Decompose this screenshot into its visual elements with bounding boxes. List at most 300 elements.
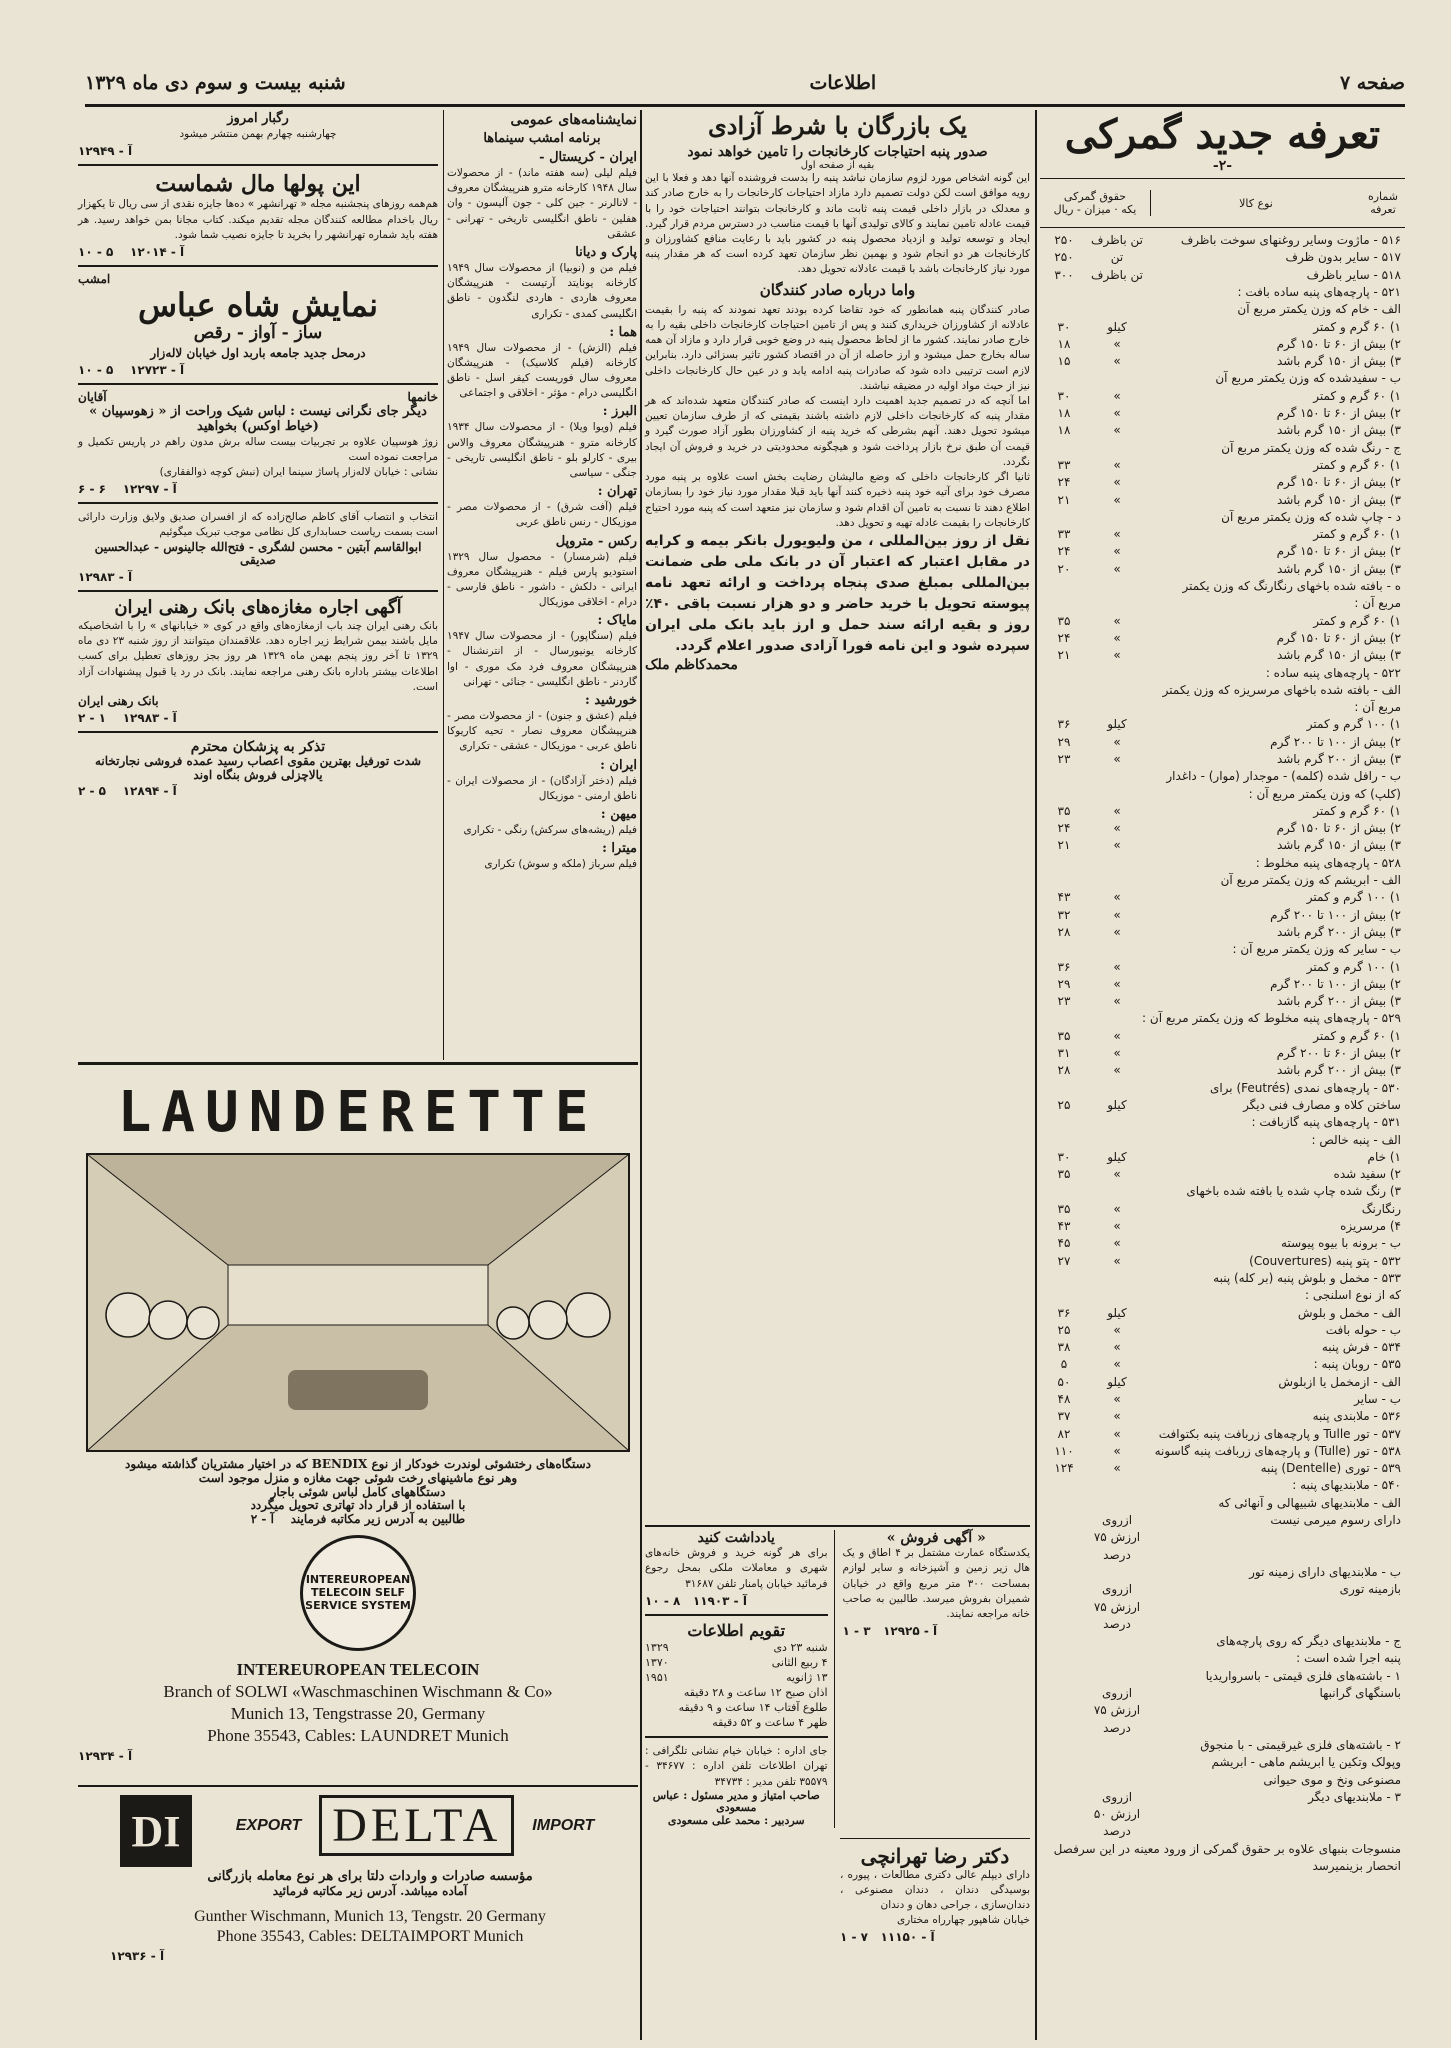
tariff-unit: تن باظرف bbox=[1091, 233, 1143, 248]
cinema-name: ایران - کریستال - bbox=[539, 150, 637, 166]
tariff-unit bbox=[1088, 284, 1146, 301]
tariff-item: الف - خام که وزن یکمتر مربع آن bbox=[1237, 302, 1401, 317]
cinema-entry bbox=[447, 151, 637, 242]
tariff-rate: ۲۴ bbox=[1057, 630, 1071, 645]
tariff-row bbox=[1040, 1339, 1405, 1356]
ads-column bbox=[78, 112, 438, 1057]
tariff-row bbox=[1040, 699, 1405, 716]
tariff-unit: » bbox=[1113, 457, 1121, 472]
cinema-name: هما : bbox=[609, 324, 637, 340]
tariff-rate: ۳۰ bbox=[1057, 319, 1071, 334]
show-ad bbox=[78, 265, 438, 377]
money-code bbox=[78, 245, 438, 259]
calendar-row bbox=[645, 1655, 828, 1670]
masthead bbox=[85, 62, 1405, 104]
launderette-en-4: Phone 35543, Cables: LAUNDRET Munich bbox=[207, 1725, 509, 1745]
tariff-row bbox=[1040, 1374, 1405, 1391]
tariff-item: ۱ - باشته‌های فلزی قیمتی - باسرواریدیا bbox=[1205, 1668, 1401, 1683]
cinema-text: فیلم (ریشه‌های سرکش) رنگی - تکراری bbox=[463, 823, 637, 836]
cinema-name: رکس - متروپل bbox=[555, 533, 637, 549]
doctors-text: شدت تورفیل بهترین مقوی اعصاب رسید عمده فروشی نجارتخانه یالاچزلی فروش بنگاه اوند bbox=[94, 753, 422, 782]
launderette-illustration bbox=[86, 1153, 630, 1452]
tariff-row bbox=[1040, 734, 1405, 751]
tariff-unit bbox=[1088, 941, 1146, 958]
tariff-unit: » bbox=[1113, 1236, 1121, 1251]
doctor-address: خیابان شاهپور چهارراه مختاری bbox=[896, 1914, 1030, 1927]
doctors-title: تذکر به پزشکان محترم bbox=[190, 738, 326, 755]
tariff-unit: » bbox=[1113, 838, 1121, 853]
tariff-rate bbox=[1040, 1512, 1088, 1564]
calendar-label: ۱۳ ژانویه bbox=[786, 1671, 828, 1685]
tariff-rate: ۲۵ bbox=[1057, 1322, 1071, 1337]
tariff-rate: ۳۳ bbox=[1057, 527, 1071, 542]
cinema-intro: برنامه امشب سینماها bbox=[483, 131, 601, 147]
tariff-unit: » bbox=[1113, 1167, 1121, 1182]
tariff-rate bbox=[1040, 1858, 1088, 1875]
election-names: ابوالقاسم آبتین - محسن لشگری - فتح‌الله جالینوس - عبدالحسین صدیقی bbox=[94, 539, 422, 568]
tariff-row bbox=[1040, 595, 1405, 612]
column-divider bbox=[1035, 110, 1037, 2040]
cinema-name: البرز : bbox=[602, 404, 637, 420]
tariff-rate: ۲۹ bbox=[1057, 976, 1071, 991]
tariff-row bbox=[1040, 578, 1405, 595]
tariff-row bbox=[1040, 872, 1405, 889]
editor-line: سردبیر : محمد علی مسعودی bbox=[667, 1813, 805, 1827]
tariff-row bbox=[1040, 716, 1405, 733]
cinema-name: تهران : bbox=[597, 484, 637, 500]
tariff-row bbox=[1040, 682, 1405, 699]
tariff-item: که از نوع اسلنجی : bbox=[1304, 1288, 1401, 1303]
apartment-code-a: آ - ۱۲۹۲۵ bbox=[883, 1624, 938, 1639]
tariff-rate bbox=[1040, 1754, 1088, 1771]
tariff-row bbox=[1040, 1426, 1405, 1443]
tariff-item: ۲) بیش از ۱۰۰ تا ۲۰۰ گرم bbox=[1270, 734, 1401, 749]
tariff-rate bbox=[1040, 595, 1088, 612]
tariff-rate: ۳۵ bbox=[1057, 1201, 1071, 1216]
tariff-item: ۳) بیش از ۱۵۰ گرم باشد bbox=[1276, 423, 1401, 438]
tariff-rate bbox=[1040, 699, 1088, 716]
doctor-code-a: آ - ۱۱۱۵۰ bbox=[880, 1930, 935, 1945]
tariff-rate bbox=[1040, 1080, 1088, 1097]
delta-fa-1: مؤسسه صادرات و واردات دلتا برای هر نوع معامله بازرگانی bbox=[207, 1869, 533, 1884]
tariff-rate: ۲۵ bbox=[1057, 1097, 1071, 1112]
tariff-row bbox=[1040, 1581, 1405, 1633]
tariff-rate: ۳۵ bbox=[1057, 1028, 1071, 1043]
tariff-row bbox=[1040, 543, 1405, 560]
tariff-row bbox=[1040, 388, 1405, 405]
apartment-ad bbox=[843, 1530, 1030, 1828]
tariff-unit: » bbox=[1113, 803, 1121, 818]
tariff-item: ۲) بیش از ۶۰ تا ۱۵۰ گرم bbox=[1276, 336, 1401, 351]
tariff-rate: ۲۸ bbox=[1057, 924, 1071, 939]
tariff-row bbox=[1040, 1564, 1405, 1581]
cinema-name: ایران : bbox=[600, 757, 637, 773]
tariff-rate bbox=[1040, 1685, 1088, 1737]
note-title: یادداشت کنید bbox=[697, 1530, 775, 1546]
tariff-item: ه - بافته شده باخهای رنگارنگ که وزن یکمتر bbox=[1182, 579, 1401, 594]
money-text: هم‌همه روزهای پنجشنبه مجله « تهرانشهر » ده‌ها جایزه نقدی از سی ریال تا یکهزار ریال باخدام مطالعه کنندگان مجله تقدیم میکند. کتاب مجانا بمن خواهد رسید. هر هفته باید شماره تهرانشهر را بخرید تا جایزه نصیب شما شود. bbox=[78, 198, 438, 241]
tariff-item: ۵۳۲ - پتو پنبه (Couvertures) bbox=[1249, 1253, 1401, 1268]
bank-ad bbox=[78, 590, 438, 725]
tariff-rate: ۲۷ bbox=[1057, 1253, 1071, 1268]
tariff-rate: ۲۱ bbox=[1057, 492, 1071, 507]
tariff-rate: ۴۳ bbox=[1057, 1219, 1071, 1234]
launderette-en-2: Branch of SOLWI «Waschmaschinen Wischmann & Co» bbox=[163, 1681, 553, 1701]
tariff-head-duty-label: حقوق گمرکی bbox=[1063, 190, 1127, 204]
tariff-item: ۵۳۱ - پارچه‌های پنبه گازبافت : bbox=[1251, 1115, 1401, 1130]
launderette-en-3: Munich 13, Tengstrasse 20, Germany bbox=[230, 1703, 486, 1723]
show-sub: ساز - آواز - رقص bbox=[193, 322, 323, 343]
tariff-item: ۵۳۹ - توری (Dentelle) پنبه bbox=[1260, 1461, 1401, 1476]
tariff-item: دارای رسوم میرمی نیست bbox=[1270, 1513, 1401, 1528]
tariff-item: ۲) سفید شده bbox=[1333, 1167, 1401, 1182]
tariff-unit: » bbox=[1113, 924, 1121, 939]
cinema-entry bbox=[447, 694, 637, 755]
calendar-label: ۴ ربیع الثانی bbox=[771, 1656, 828, 1670]
tariff-unit bbox=[1088, 1633, 1146, 1650]
tariff-item: ۳) بیش از ۲۰۰ گرم باشد bbox=[1276, 752, 1401, 766]
tariff-rate: ۳۸ bbox=[1057, 1340, 1071, 1355]
tariff-row bbox=[1040, 786, 1405, 803]
cinema-text: فیلم (عشق و جنون) - از محصولات مصر - هنرپیشگان معروف نصار - تحیه کاریوکا ناطق عربی - موزیکال - عشقی - تکراری bbox=[447, 710, 637, 753]
tariff-head-rate: میزان - ریال bbox=[1053, 203, 1111, 217]
tariff-row bbox=[1040, 959, 1405, 976]
tariff-unit: » bbox=[1113, 354, 1121, 369]
tariff-row bbox=[1040, 232, 1405, 249]
tailor-label-men: آقایان bbox=[78, 389, 107, 404]
tariff-row bbox=[1040, 1287, 1405, 1304]
tariff-row bbox=[1040, 1477, 1405, 1494]
tariff-unit: » bbox=[1113, 1028, 1121, 1043]
show-code bbox=[78, 363, 438, 377]
tailor-ad bbox=[78, 383, 438, 496]
doctors-ad bbox=[78, 731, 438, 799]
tariff-unit: ازروی ارزش ۵۰ درصد bbox=[1093, 1789, 1141, 1839]
tariff-item: ب - سایر bbox=[1354, 1391, 1401, 1406]
tariff-rate: ۳۰ bbox=[1057, 388, 1071, 403]
tariff-rate: ۳۱ bbox=[1057, 1046, 1071, 1061]
tariff-unit: کیلو bbox=[1107, 1097, 1127, 1112]
trader-subtitle: صدور پنبه احتیاجات کارخانجات را تامین خواهد نمود bbox=[687, 143, 988, 160]
tariff-item: ۲) بیش از ۶۰ تا ۱۵۰ گرم bbox=[1276, 630, 1401, 645]
tariff-item: ۱) خام bbox=[1367, 1149, 1401, 1164]
tariff-unit: » bbox=[1113, 1357, 1121, 1372]
tariff-item: د - چاپ شده که وزن یکمتر مربع آن bbox=[1221, 509, 1401, 524]
tariff-unit: » bbox=[1113, 959, 1121, 974]
delta-ad bbox=[110, 1795, 630, 2035]
tariff-unit: کیلو bbox=[1107, 1149, 1127, 1164]
delta-code: آ - ۱۲۹۳۶ bbox=[110, 1948, 165, 1963]
masthead-rule bbox=[85, 104, 1405, 107]
tariff-row bbox=[1040, 1062, 1405, 1079]
cinema-entry bbox=[447, 842, 637, 872]
trader-continued: بقیه از صفحه اول bbox=[800, 159, 875, 171]
tariff-rate bbox=[1040, 578, 1088, 595]
launderette-illustration-svg bbox=[88, 1155, 628, 1450]
tariff-rate: ۲۱ bbox=[1057, 838, 1071, 853]
tariff-rate: ۸۲ bbox=[1057, 1426, 1071, 1441]
tariff-unit bbox=[1088, 1737, 1146, 1754]
telecoin-seal: INTEREUROPEAN TELECOIN SELF SERVICE SYSTEM bbox=[300, 1535, 416, 1651]
tariff-row bbox=[1040, 1858, 1405, 1875]
tariff-unit bbox=[1088, 578, 1146, 595]
money-code-a: آ - ۱۲۰۱۴ bbox=[130, 245, 185, 260]
launderette-en-1: INTEREUROPEAN TELECOIN bbox=[236, 1659, 480, 1679]
tariff-unit bbox=[1088, 1132, 1146, 1149]
tariff-item: الف - ملابندیهای شبیهالی و آنهائی که bbox=[1218, 1495, 1401, 1510]
tariff-rate bbox=[1040, 1650, 1088, 1667]
tariff-item: ب - سایر که وزن یکمتر مربع آن : bbox=[1232, 942, 1401, 957]
tariff-item: ۱) ۱۰۰ گرم و کمتر bbox=[1306, 890, 1401, 905]
tariff-rate: ۵ bbox=[1060, 1357, 1068, 1372]
cinema-name: میترا : bbox=[602, 841, 637, 857]
doctors-code-a: آ - ۱۲۸۹۴ bbox=[122, 784, 177, 799]
tailor-label-women: خانمها bbox=[407, 389, 438, 404]
tariff-row bbox=[1040, 1737, 1405, 1754]
tariff-head-unit: یکه bbox=[1121, 203, 1137, 217]
tariff-unit bbox=[1088, 1477, 1146, 1494]
delta-logo: DI bbox=[120, 1795, 192, 1867]
tariff-rate: ۵۰ bbox=[1057, 1374, 1071, 1389]
tariff-row bbox=[1040, 561, 1405, 578]
tariff-rate bbox=[1040, 509, 1088, 526]
tariff-unit: » bbox=[1113, 336, 1121, 351]
tariff-rate bbox=[1040, 1737, 1088, 1754]
small-ads-rule bbox=[645, 1525, 1030, 1527]
calendar-row bbox=[645, 1670, 828, 1685]
tariff-row bbox=[1040, 768, 1405, 785]
tariff-unit: » bbox=[1113, 1409, 1121, 1424]
tariff-rate bbox=[1040, 1841, 1046, 1858]
tariff-item: انحصار بزینمیرسد bbox=[1312, 1859, 1401, 1873]
launderette-code: آ - ۱۲۹۳۴ bbox=[78, 1748, 133, 1763]
tariff-item: ۵۳۰ - پارچه‌های نمدی (Feutrés) برای bbox=[1209, 1080, 1401, 1095]
tariff-unit bbox=[1088, 1287, 1146, 1304]
bank-code bbox=[78, 711, 438, 725]
trader-body-2: صادر کنندگان پنبه همانطور که خود تقاضا کرده بودند تعهد نمودند که پنبه را بقیمت عادلانه از کشاورزان خریداری کنند و پس از تامین احتیاجات کارخانجات داخلی بقیه را به خارج صادر نمایند. کشور ما از لحاظ محصول پنبه در وضع خوبی قرار دارد و مازاد آن همه ساله بخارج حمل میشود و ارز حاصله از آن در اقتصاد کشور تاثیر بسزائی دارد. بنابراین لازم است ترتیبی داده شود که صادرات پنبه ادامه یابد و در عین حال کارخانجات داخلی نیز از حیث مواد اولیه در مضیقه نباشند. bbox=[645, 303, 1030, 392]
tariff-row bbox=[1040, 301, 1405, 318]
tariff-row bbox=[1040, 924, 1405, 941]
show-title: نمایش شاه عباس bbox=[137, 285, 379, 324]
tariff-unit bbox=[1046, 1841, 1053, 1858]
tariff-row bbox=[1040, 440, 1405, 457]
tariff-rate bbox=[1040, 1114, 1088, 1131]
apartment-title: « آگهی فروش » bbox=[886, 1530, 986, 1546]
show-code-a: آ - ۱۲۷۲۳ bbox=[130, 362, 185, 377]
tariff-rate: ۳۵ bbox=[1057, 1167, 1071, 1182]
tariff-row bbox=[1040, 1408, 1405, 1425]
tariff-unit: کیلو bbox=[1107, 319, 1127, 334]
tariff-row bbox=[1040, 509, 1405, 526]
tariff-unit: کیلو bbox=[1107, 1374, 1127, 1389]
tariff-row bbox=[1040, 526, 1405, 543]
tariff-item: مربع آن : bbox=[1354, 596, 1401, 611]
note-code bbox=[645, 1594, 828, 1608]
tariff-rate: ۲۴ bbox=[1057, 544, 1071, 559]
tariff-unit: کیلو bbox=[1107, 1305, 1127, 1320]
tariff-rate: ۱۲۴ bbox=[1054, 1461, 1074, 1476]
tariff-unit: » bbox=[1113, 1322, 1121, 1337]
tariff-row bbox=[1040, 457, 1405, 474]
tariff-row bbox=[1040, 1183, 1405, 1200]
tariff-rate: ۲۵۰ bbox=[1054, 250, 1074, 265]
tariff-unit: » bbox=[1113, 907, 1121, 922]
tariff-item: ۲ - باشته‌های فلزی غیرقیمتی - با منجوق bbox=[1200, 1737, 1401, 1752]
tariff-item: ب - سفیدشده که وزن یکمتر مربع آن bbox=[1215, 371, 1401, 386]
election-code: آ - ۱۲۹۸۳ bbox=[78, 570, 133, 585]
tariff-item: ۵۳۵ - روبان پنبه : bbox=[1313, 1357, 1401, 1372]
tariff-item: ب - رافل شده (کلمه) - موجدار (موار) - داغدار bbox=[1166, 769, 1401, 784]
tariff-item: منسوجات بنبهای علاوه بر حقوق گمرکی از ورود معینه در این سرفصل bbox=[1053, 1841, 1401, 1856]
tariff-rate: ۲۳ bbox=[1057, 994, 1071, 1009]
tariff-head-item: نوع کالا bbox=[1239, 196, 1273, 210]
cinema-text: فیلم (آفت شرق) - از محصولات مصر - موزیکال - رنس ناطق عربی bbox=[447, 501, 637, 529]
tariff-row bbox=[1040, 1772, 1405, 1789]
tariff-rate: ۳۰ bbox=[1057, 1149, 1071, 1164]
calendar-label: اذان صبح ۱۲ ساعت و ۲۸ دقیقه bbox=[683, 1686, 828, 1700]
tariff-rate: ۴۵ bbox=[1057, 1236, 1071, 1251]
tariff-rate: ۴۳ bbox=[1057, 890, 1071, 905]
tariff-rate: ۱۸ bbox=[1057, 406, 1071, 421]
tariff-item: الف - ازمخمل یا ازبلوش bbox=[1278, 1374, 1401, 1389]
cinema-text: فیلم (ویوا ویلا) - از محصولات سال ۱۹۳۴ کارخانه مترو - هنرپیشگان معروف والاس بیری - کارلو بلو - ناطق انگلیسی تاریخی - جنگی - سیاسی bbox=[447, 421, 637, 480]
tariff-item: الف - ابریشم که وزن یکمتر مربع آن bbox=[1220, 873, 1401, 888]
tariff-unit: » bbox=[1113, 406, 1121, 421]
tariff-head-no: شماره تعرفه bbox=[1367, 190, 1398, 217]
tariff-unit bbox=[1088, 1183, 1146, 1200]
calendar-value: ۱۳۷۰ bbox=[645, 1656, 669, 1670]
tariff-rate: ۳۵ bbox=[1057, 803, 1071, 818]
cinema-text: فیلم (سنگاپور) - از محصولات سال ۱۹۴۷ کارخانه یونیورسال - از انترنشنال - هنرپیشگان معروف فرد مک موری - اوا گاردنر - ناطق انگلیسی - جنائی - تهرانی bbox=[447, 630, 637, 688]
tailor-text-2: زوژ هوسپیان علاوه بر تجربیات بیست ساله برش مدون راهم در پاریس تکمیل و مراجعت نموده است bbox=[78, 435, 438, 463]
paper-name: اطلاعات bbox=[809, 72, 877, 94]
office-info bbox=[645, 1736, 828, 1828]
column-divider bbox=[443, 110, 444, 1060]
note-code-a: آ - ۱۱۹۰۳ bbox=[692, 1593, 747, 1608]
tariff-item: ۳) رنگ شده چاپ شده یا بافته شده باخهای bbox=[1186, 1184, 1401, 1199]
tariff-unit: » bbox=[1113, 752, 1121, 766]
tariff-item: ۱) ۶۰ گرم و کمتر bbox=[1313, 457, 1401, 472]
tailor-code bbox=[78, 482, 438, 496]
rag-text: چهارشنبه چهارم بهمن منتشر میشود bbox=[179, 127, 337, 140]
tariff-unit: تن bbox=[1110, 250, 1124, 265]
money-title: این پولها مال شماست bbox=[155, 171, 361, 198]
calendar bbox=[645, 1614, 828, 1730]
tariff-rate bbox=[1040, 682, 1088, 699]
tariff-row bbox=[1040, 1789, 1405, 1841]
tariff-rate bbox=[1040, 1789, 1088, 1841]
money-code-b: ۵ - ۱۰ bbox=[78, 245, 114, 260]
apartment-code bbox=[843, 1624, 1030, 1638]
tariff-row bbox=[1040, 1391, 1405, 1408]
tariff-unit: » bbox=[1113, 475, 1121, 490]
tariff-unit bbox=[1088, 1114, 1146, 1131]
doctors-code-b: ۵ - ۲ bbox=[78, 784, 106, 799]
calendar-row bbox=[645, 1640, 828, 1655]
tariff-unit bbox=[1088, 1080, 1146, 1097]
tariff-row bbox=[1040, 907, 1405, 924]
tariff-item: وپولک وتکین یا ابریشم ماهی - ابریشم bbox=[1211, 1755, 1401, 1770]
bank-sign: بانک رهنی ایران bbox=[78, 693, 159, 708]
tariff-row bbox=[1040, 1201, 1405, 1218]
tariff-row bbox=[1040, 492, 1405, 509]
tariff-item: ب - حوله بافت bbox=[1325, 1322, 1401, 1337]
calendar-label: شنبه ۲۳ دی bbox=[773, 1641, 828, 1655]
cinema-entry bbox=[447, 808, 637, 838]
tariff-rate: ۲۵۰ bbox=[1054, 233, 1074, 248]
show-code-b: ۵ - ۱۰ bbox=[78, 362, 114, 377]
bank-title: آگهی اجاره مغازه‌های بانک رهنی ایران bbox=[114, 597, 402, 619]
tariff-unit: » bbox=[1113, 613, 1121, 628]
tariff-item: ساختن کلاه و مصارف فنی دیگر bbox=[1243, 1097, 1401, 1112]
tariff-unit bbox=[1088, 1270, 1146, 1287]
tariff-row bbox=[1040, 1097, 1405, 1114]
tariff-rate bbox=[1040, 1668, 1088, 1685]
cinema-text: فیلم من و (نوبیا) از محصولات سال ۱۹۴۹ کارخانه یونایتد آرتیست - هنرپیشگان معروف هاردی - هاردی لنگدون - ناطق انگلیسی کمدی - تکراری bbox=[447, 261, 637, 320]
tariff-rate bbox=[1040, 1564, 1088, 1581]
tariff-rate: ۲۹ bbox=[1057, 734, 1071, 749]
tariff-rows bbox=[1040, 232, 1405, 1875]
tariff-part: -۲- bbox=[1212, 158, 1233, 174]
tariff-unit: » bbox=[1113, 976, 1121, 991]
election-ad bbox=[78, 502, 438, 584]
tariff-rate: ۱۵ bbox=[1057, 354, 1071, 369]
delta-en-2: Phone 35543, Cables: DELTAIMPORT Munich bbox=[216, 1927, 524, 1945]
tariff-row bbox=[1040, 474, 1405, 491]
tariff-unit: » bbox=[1113, 994, 1121, 1009]
tariff-item: ۳) بیش از ۱۵۰ گرم باشد bbox=[1276, 561, 1401, 576]
tariff-rate bbox=[1040, 1287, 1088, 1304]
delta-brand-bar bbox=[200, 1795, 630, 1856]
cinema-entry bbox=[447, 326, 637, 402]
rag-title: رگبار امروز bbox=[227, 111, 289, 126]
tariff-unit: کیلو bbox=[1107, 717, 1127, 732]
tariff-row bbox=[1040, 820, 1405, 837]
tariff-rate bbox=[1040, 768, 1088, 785]
small-ads bbox=[645, 1530, 1030, 2035]
tariff-row bbox=[1040, 284, 1405, 301]
tariff-row bbox=[1040, 976, 1405, 993]
tariff-item: الف - مخمل و بلوش bbox=[1297, 1305, 1401, 1320]
tariff-item: باسنگهای گرانبها bbox=[1319, 1686, 1401, 1701]
money-ad bbox=[78, 164, 438, 259]
trader-article bbox=[645, 112, 1030, 1522]
tariff-row bbox=[1040, 319, 1405, 336]
tariff-unit: » bbox=[1113, 734, 1121, 749]
doctor-title: دکتر رضا تهرانچی bbox=[860, 1843, 1010, 1868]
tariff-item: ۴) مرسریزه bbox=[1340, 1219, 1401, 1234]
tariff-item: ۱) ۶۰ گرم و کمتر bbox=[1313, 613, 1401, 628]
cinema-entry bbox=[447, 535, 637, 611]
tariff-rate: ۲۳ bbox=[1057, 752, 1071, 766]
tariff-item: ۳) بیش از ۲۰۰ گرم باشد bbox=[1276, 1063, 1401, 1078]
doctor-ad bbox=[840, 1838, 1030, 1945]
column-divider bbox=[640, 110, 642, 2040]
trader-body-1: این گونه اشخاص مورد لزوم سازمان نباشد پنبه را بدست فروشنده آنها دهد و فعلا با این رویه موافق است لکن دولت تصمیم دارد مازاد احتیاجات کارخانجات را به خارج صادر کند و معدلک در بازار داخلی قیمت پنبه ثابت ماند و کارخانجات بتوانند احتیاجات خود را با قیمت عادله تامین نمایند و کالای تولیدی آنها با قیمت مناسب در دسترس مردم قرار گیرد. ایجاد و توسعه تولید و ازدیاد محصول پنبه در کشور باید با رعایت منافع کشاورزان و کارخانجات هر دو انجام شود و بهمین نظر سازمان تعهد کرده است که هر مقدار پنبه مورد نیاز کارخانجات باشد با قیمت عادلانه تحویل دهد. bbox=[645, 172, 1030, 276]
tariff-unit: » bbox=[1113, 527, 1121, 542]
tariff-unit: ازروی ارزش ۷۵ درصد bbox=[1093, 1513, 1141, 1562]
note-text: برای هر گونه خرید و فروش خانه‌های شهری و معاملات ملکی بمحل رجوع فرمائید خیابان پامنار تلفن ۳۱۶۸۷ bbox=[645, 1547, 828, 1590]
tariff-row bbox=[1040, 1235, 1405, 1252]
tariff-row bbox=[1040, 1270, 1405, 1287]
tariff-unit bbox=[1088, 872, 1146, 889]
tariff-item: ۵۳۴ - فرش پنبه bbox=[1321, 1340, 1401, 1355]
tariff-item: ۱) ۶۰ گرم و کمتر bbox=[1313, 388, 1401, 403]
tailor-text: دیگر جای نگرانی نیست : لباس شیک وراحت از « زهوسپیان » (خیاط اوکس) بخواهید bbox=[89, 403, 427, 434]
cinema-text: فیلم (دختر آزادگان) - از محصولات ایران - ناطق ارمنی - موزیکال bbox=[447, 774, 637, 802]
tariff-row bbox=[1040, 249, 1405, 266]
tariff-item: ۳) بیش از ۲۰۰ گرم باشد bbox=[1276, 924, 1401, 939]
